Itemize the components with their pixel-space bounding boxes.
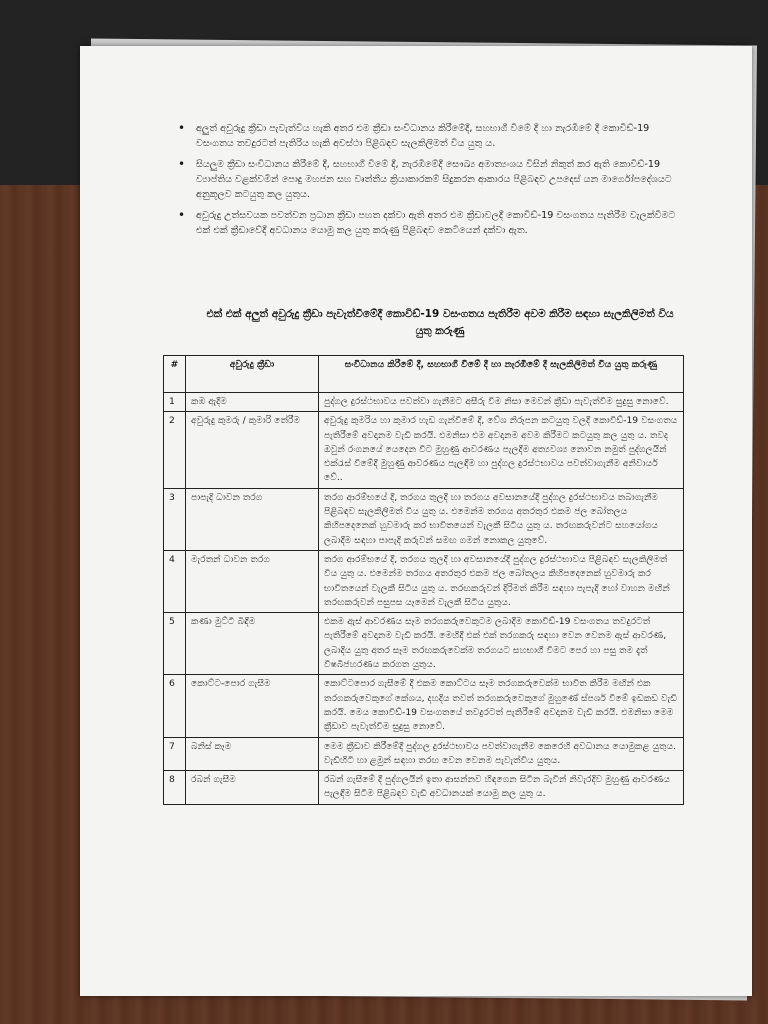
bullet-item: • අවුරුදු උත්සවයක පවත්වන ප්‍රධාන ක්‍රීඩා පහත දක්වා ඇති අතර එම ක්‍රීඩාවලදී කොවිඩ්-19 වසංගතය පැතිරීම වැලක්වීමට එක් එක් ක්‍රීඩාවේදී අවධානය යොමු කල යුතු කරුණු පිළිබඳව කෙටියෙන් දක්වා ඇත. — [176, 208, 686, 238]
header-notes: සංවිධානය කිරීමේ දී, සහභාගී වීමේ දී හා නැරඹීමේ දී සැලකිලිමත් විය යුතු කරුණු — [319, 356, 684, 393]
row-game: මැරතන් ධාවන තරග — [186, 550, 319, 612]
row-notes: කොට්ටපොර ගැසීමේ දී එකම කොට්ටය සෑම තරගකරුවෙක්ම භාවිත කිරීම මඟින් එක තරගකරුවෙකුගේ කේශය, දහදිය තවත් තරගකරුවෙකුගේ මුහුණේ ස්පර්ශ වීමේ ඉඩකඩ වැඩි කරයි. මෙය කොවිඩ්-19 වසංගතයේ තවදුරටත් පැතිරීමේ අවදානම වැඩි කරයි. එමනිසා මෙම ක්‍රීඩාව පැවැත්වීම සුදුසු නොවේ. — [319, 675, 684, 737]
table-row — [164, 488, 684, 550]
table-header-row — [164, 356, 684, 393]
header-number: # — [164, 356, 186, 393]
row-number: 7 — [164, 737, 186, 771]
bullet-item: • සියලුම ක්‍රීඩා සංවිධානය කිරීමේ දී, සහභාගී වීමේ දී, නැරඹීමේදී සෞඛ්‍ය අමාත්‍යංශය විසින් නිකුත් කර ඇති කොවිඩ්-19 ව්‍යාප්තිය වළක්වමින් පොදු මහජන සහ වෘත්තීය ක්‍රියාකාරකම් සිදුකරන ආකාරය පිළිබඳව උපදෙස් යන මාර්ගෝපදේශයට අනුකූලව කටයුතු කල යුතුය. — [176, 157, 686, 202]
row-game: පාපැදි ධාවන තරග — [186, 488, 319, 550]
row-notes: තරග ආරම්භයේ දී, තරගය තුලදී හා අවසානයේදී පුද්ගල දුරස්ථභාවය පිළිබඳව සැලකිලිමත් විය යුතු ය. එමෙන්ම තරගය අතරතුර එකම ජල බෝතලය කිහිපදෙනෙක් හුවමාරු කර භාවිතයෙන් වැලකී සිටිය යුතු ය. තරඟකරුවන් දිරිමත් කිරීම සඳහා පැපැදි හෝ වාහන මඟින් තරඟකරුවන් පසුපස යෑමෙන් වැලකී සිටිය යුතුය. — [319, 550, 684, 612]
row-notes: එකම ඇස් ආවරණය සෑම තරගකරුවෙකුටම ලබාදීම කොවිඩ්-19 වසංගතය තවදුරටත් පැතිරීමේ අවදානම වැඩි කරයි. මෙහිදී එක් එක් තරගකරු සඳහා වෙන වෙනම ඇස් ආවරණ, ලබාදිය යුතු අතර සෑම තරඟකරුවෙක්ම තරගයට සහභාගී වීමට පෙර හා පසු තම දැත් විෂබීජහරණය කරගත යුතුය. — [319, 613, 684, 675]
row-notes: අවුරුදු කුමරිය හා කුමාර හැඩ ගැන්වීමේ දී, වේශ නිරූපන කටයුතු වලදී කොවිඩ්-19 වසංගතය පැතිරීමේ අවදානම වැඩි කරයි. එමනිසා එම අවදානම අවම කිරීමට කටයුතු කල යුතු ය. තවද ඔවුන් රංගනයේ යෙදෙන විට මුහුණු ආවරණය පැලදීම අත්‍යවශ්‍ය නොවන නමුත් පුද්ගලයින් එක්රැස් වීමේදී මුහුණු ආවරණය පැලඳීම හා පුද්ගල දුරස්ථභාවය පවත්වාගැනීම අනිවාර්ය වේ.. — [319, 412, 684, 488]
table-row — [164, 393, 684, 412]
row-notes: මෙම ක්‍රීඩාව කිරීමේදී පුද්ගල දුරස්ථභාවය පවත්වාගැනීම කෙරෙහි අවධානය යොමුකළ යුතුය. වැඩිහිටි හා ළමුන් සඳහා තරඟ වෙන වෙනම පැවැත්විය යුතුය. — [319, 737, 684, 771]
row-number: 1 — [164, 393, 186, 412]
row-number: 6 — [164, 675, 186, 737]
table-row — [164, 737, 684, 771]
header-game: අවුරුදු ක්‍රීඩා — [186, 356, 319, 393]
table-heading: එක් එක් අලුත් අවුරුදු ක්‍රීඩා පැවැත්වීමේදී කොවිඩ්-19 වසංගතය පැතිරීම අවම කිරීම සඳහා සැලකිලිමත් විය යුතු කරුණු — [206, 308, 674, 337]
row-number: 3 — [164, 488, 186, 550]
row-game: රබන් ගැසීම — [186, 771, 319, 805]
row-number: 8 — [164, 771, 186, 805]
table-row — [164, 771, 684, 805]
bullet-list — [176, 121, 686, 244]
bullet-item: • අලුත් අවුරුදු ක්‍රීඩා පැවැත්විය හැකි අතර එම ක්‍රීඩා සංවිධානය කිරීමේදී, සහභාගී වීමේ දී හා නැරඹීමේ දී කොවිඩ්-19 වසංගතය තවදුරටත් පැතිරිය හැකි අවස්ථා පිළිබඳව සැලකිලිමත් විය යුතු ය. — [176, 121, 686, 151]
table-row — [164, 675, 684, 737]
row-number: 2 — [164, 412, 186, 488]
row-notes: පුද්ගල දුරස්ථභාවය පවත්වා ගැනීමට අසීරු වීම නිසා මෙවන් ක්‍රීඩා පැවැත්වීම සුදුසු නොවේ. — [319, 393, 684, 412]
row-number: 4 — [164, 550, 186, 612]
table-row — [164, 550, 684, 612]
row-game: කොට්ට-පොර ගැසීම — [186, 675, 319, 737]
row-number: 5 — [164, 613, 186, 675]
row-game: කඹ ඇදීම — [186, 393, 319, 412]
row-game: කණා මුට්ටි බිඳීම — [186, 613, 319, 675]
row-notes: රබන් ගැසීමේ දී පුද්ගලයින් ඉතා ආසන්නව හිඳගෙන සිටින බැවින් නිවැරදිව මුහුණු ආවරණය පැලඳීම සිටීම පිළිබඳව වැඩි අවධානයක් යොමු කල යුතු ය. — [319, 771, 684, 805]
sports-guidelines-table — [163, 355, 684, 805]
row-game: අවුරුදු කුමරු / කුමාරි තේරීම — [186, 412, 319, 488]
table-row — [164, 412, 684, 488]
row-notes: තරග ආරම්භයේ දී, තරගය තුලදී හා තරගය අවසානයේදී පුද්ගල දුරස්ථභාවය තබාගැනීම පිළිබඳව සැලකිලිමත් විය යුතු ය. එමෙන්ම තරගය අතරතුර එකම ජල බෝතලය කිහිපදෙනෙක් හුවමාරු කර භාවිතයෙන් වැලකී සිටිය යුතු ය. තරඟකරුවන්ට සහයෝගය ලබාදීම සඳහා පාපැදි කරුවන් සමඟ ගමන් නොකල යුතුවේ. — [319, 488, 684, 550]
table-row — [164, 613, 684, 675]
row-game: බනිස් කෑම — [186, 737, 319, 771]
